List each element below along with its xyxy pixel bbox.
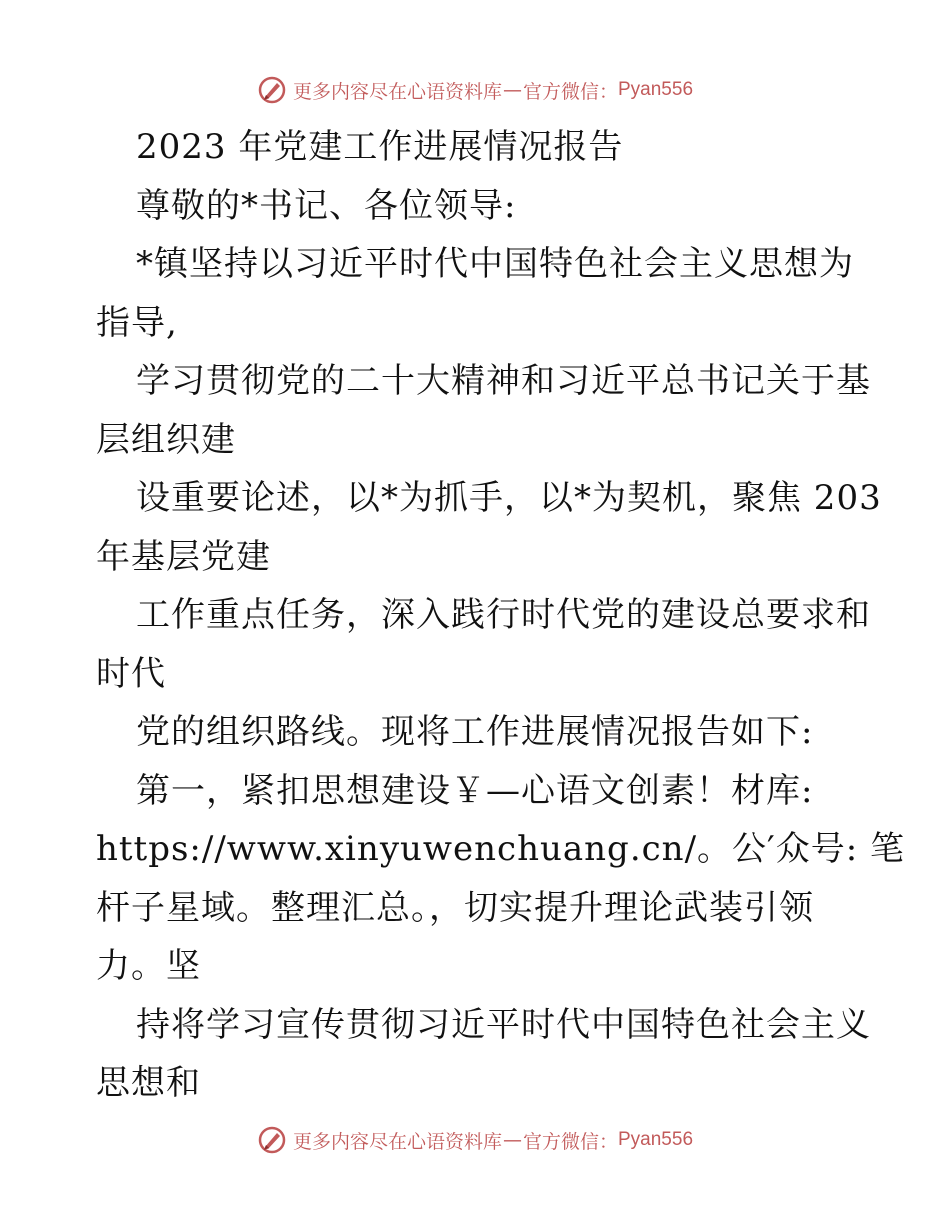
body-line: 杆子星域。整理汇总。，切实提升理论武装引领 <box>96 887 814 928</box>
body-line: 第一，紧扣思想建设￥—心语文创素！材库: <box>136 770 814 811</box>
pen-logo-icon <box>257 75 287 105</box>
body-line: 层组织建 <box>96 419 236 460</box>
salutation: 尊敬的*书记、各位领导: <box>136 185 517 226</box>
watermark-dash: — <box>502 1129 522 1151</box>
footer-watermark <box>0 1120 950 1160</box>
watermark-text: 更多内容尽在心语资料库 <box>292 1130 502 1153</box>
watermark-wechat-label: 官方微信： <box>522 80 618 103</box>
body-line: 时代 <box>96 653 166 694</box>
header-watermark <box>0 70 950 110</box>
watermark-dash: — <box>502 79 522 101</box>
watermark-text: 更多内容尽在心语资料库 <box>292 80 502 103</box>
body-line: 设重要论述，以*为抓手，以*为契机，聚焦 203 <box>136 478 882 518</box>
document-body <box>96 118 906 1113</box>
body-line: 工作重点任务，深入践行时代党的建设总要求和 <box>136 595 871 635</box>
body-line: 年基层党建 <box>96 536 271 577</box>
watermark-wechat-id: Pyan556 <box>618 79 694 100</box>
document-title: 2023 年党建工作进展情况报告 <box>136 127 624 167</box>
pen-logo-icon <box>257 1125 287 1155</box>
body-line: 党的组织路线。现将工作进展情况报告如下: <box>136 712 814 752</box>
body-line: 力。坚 <box>96 946 201 986</box>
body-line: 思想和 <box>96 1063 201 1103</box>
body-line-url: https://www.xinyuwenchuang.cn/。公′众号: 笔 <box>96 829 906 869</box>
body-line: 学习贯彻党的二十大精神和习近平总书记关于基 <box>136 361 871 401</box>
body-line: 指导, <box>96 302 178 343</box>
watermark-wechat-label: 官方微信： <box>522 1130 618 1153</box>
watermark-wechat-id: Pyan556 <box>618 1129 694 1150</box>
body-line: *镇坚持以习近平时代中国特色社会主义思想为 <box>136 244 854 284</box>
body-line: 持将学习宣传贯彻习近平时代中国特色社会主义 <box>136 1004 871 1045</box>
